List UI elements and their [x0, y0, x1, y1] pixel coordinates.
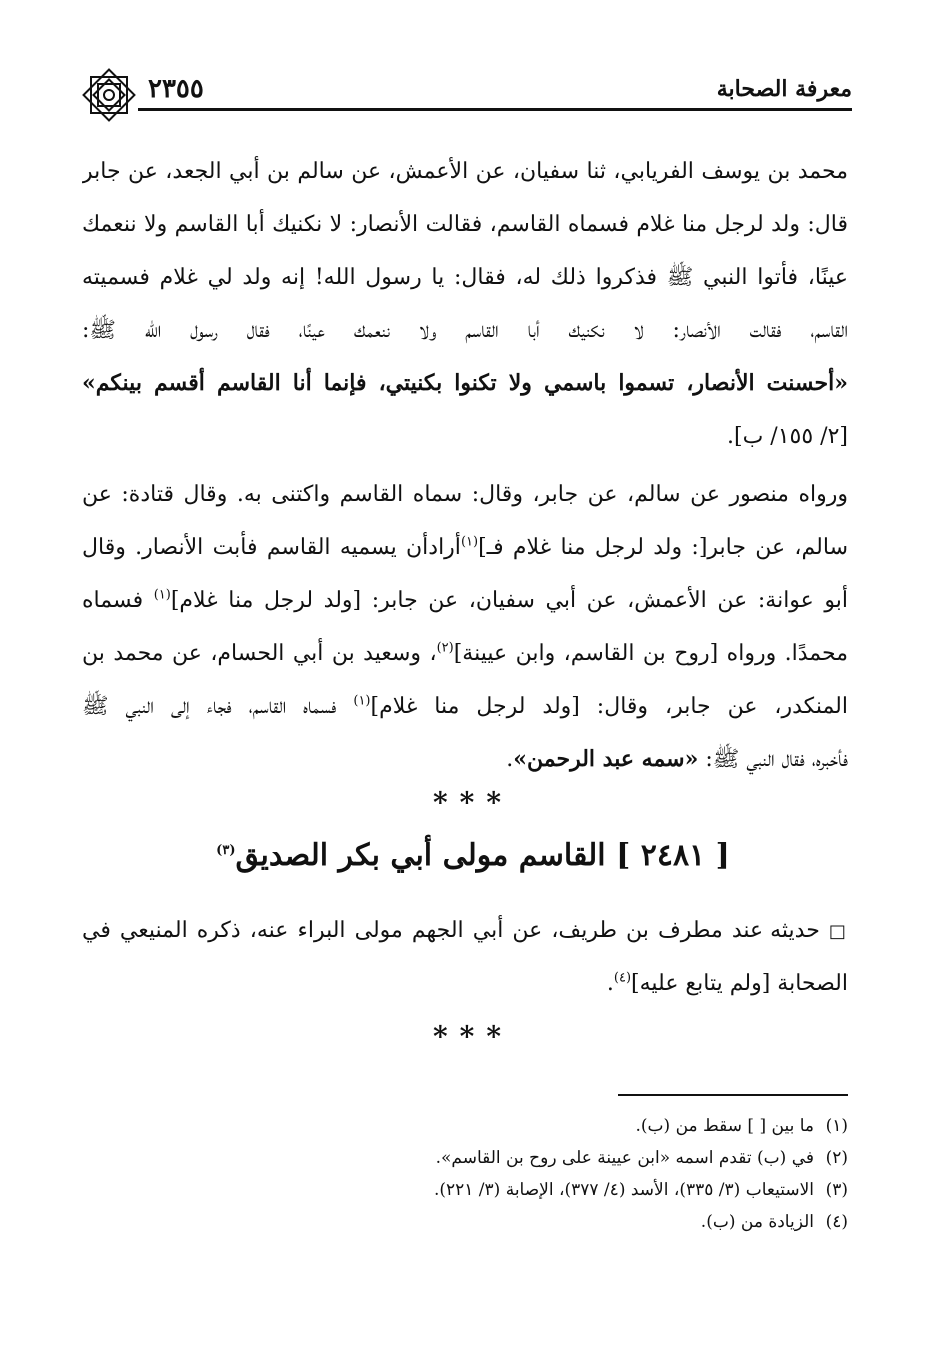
text-segment: .: [506, 747, 514, 772]
footnotes: [82, 1110, 848, 1238]
text-line: عينًا، فأتوا النبي ﷺ فذكروا ذلك له، فقال: يا رسول الله! إنه ولد لي غلام فسميته: [82, 265, 848, 290]
manuscript-ref: [٢/ ١٥٥/ ب].: [727, 424, 848, 449]
text-line: [82, 904, 848, 957]
text-segment: ، وسعيد بن أبي الحسام، عن محمد بن: [82, 641, 437, 666]
octagram-ornament-icon: [78, 64, 140, 126]
text-segment: الصحابة [ولم يتابع عليه]: [631, 971, 848, 996]
footnote: [82, 1174, 848, 1206]
text-segment: .: [606, 971, 614, 996]
square-marker-icon: □: [828, 921, 848, 942]
footnote-number: (٤): [825, 1212, 848, 1232]
text-segment: فسماه القاسم، فجاء إلى النبي ﷺ: [82, 694, 354, 719]
entry-title: القاسم مولى أبي بكر الصديق: [235, 838, 606, 873]
section-separator: ***: [433, 1020, 513, 1053]
entry-heading: [0, 838, 946, 873]
text-line: محمد بن يوسف الفريابي، ثنا سفيان، عن الأعمش، عن سالم بن أبي الجعد، عن جابر: [82, 159, 848, 184]
text-line: القاسم، فقالت الأنصار: لا نكنيك أبا القاسم ولا ننعمك عينًا، فقال رسول الله ﷺ:: [82, 318, 848, 343]
text-line: [82, 627, 848, 680]
text-line: [82, 733, 848, 786]
footnote: [82, 1110, 848, 1142]
footnote-text: الزيادة من (ب).: [700, 1212, 814, 1232]
entry-number: [ ٢٤٨١ ]: [616, 838, 730, 873]
text-segment: المنكدر، عن جابر، وقال: [ولد لرجل منا غلام]: [370, 694, 848, 719]
footnote-text: ما بين [ ] سقط من (ب).: [635, 1116, 814, 1136]
footnote-rule: [618, 1094, 848, 1096]
footnote-ref: (١): [460, 534, 479, 550]
text-line: [82, 521, 848, 574]
text-line: [82, 957, 848, 1010]
paragraph-narrations: [82, 468, 848, 786]
paragraph-entry: [82, 904, 848, 1010]
footnote-number: (٢): [825, 1148, 848, 1168]
text-line: ورواه منصور عن سالم، عن جابر، وقال: سماه القاسم واكتنى به. وقال قتادة: عن: [82, 482, 848, 507]
paragraph-hadith: [82, 145, 848, 463]
text-segment: أرادأن يسميه القاسم فأبت الأنصار. وقال: [82, 535, 461, 560]
prophetic-quote: «أحسنت الأنصار، تسموا باسمي ولا تكنوا بكنيتي، فإنما أنا القاسم أقسم بينكم»: [82, 370, 848, 396]
footnote-text: الاستيعاب (٣/ ٣٣٥)، الأسد (٤/ ٣٧٧)، الإصابة (٣/ ٢٢١).: [433, 1180, 814, 1200]
footnote-ref: (٣): [216, 843, 236, 858]
footnote-ref: (٢): [436, 640, 454, 656]
footnote-number: (١): [825, 1116, 848, 1136]
text-segment: فسماه: [82, 588, 144, 613]
prophetic-quote: «سمه عبد الرحمن»: [513, 746, 699, 772]
footnote-ref: (٤): [613, 970, 632, 986]
text-segment: حديثه عند مطرف بن طريف، عن أبي الجهم مولى البراء عنه، ذكره المنيعي في: [82, 918, 820, 943]
text-line: قال: ولد لرجل منا غلام فسماه القاسم، فقالت الأنصار: لا نكنيك أبا القاسم ولا ننعمك: [82, 212, 848, 237]
page-header: [78, 64, 852, 134]
text-line: [82, 574, 848, 627]
footnote: [82, 1206, 848, 1238]
header-rule: [138, 108, 852, 111]
footnote-text: في (ب) تقدم اسمه «ابن عيينة على روح بن القاسم».: [435, 1148, 814, 1168]
text-segment: سالم، عن جابر[: ولد لرجل منا غلام فـ]: [478, 535, 848, 560]
footnote-number: (٣): [825, 1180, 848, 1200]
text-segment: أبو عوانة: عن الأعمش، عن أبي سفيان، عن جابر: [ولد لرجل منا غلام]: [170, 588, 848, 613]
footnote-ref: (١): [153, 587, 171, 603]
footnote-ref: (١): [353, 693, 371, 709]
text-line: [82, 680, 848, 733]
page-number: ٢٣٥٥: [148, 74, 204, 104]
footnote: [82, 1142, 848, 1174]
text-segment: محمدًا. ورواه [روح بن القاسم، وابن عيينة]: [453, 641, 848, 666]
section-separator: ***: [433, 786, 513, 819]
text-segment: فأخبره، فقال النبي ﷺ:: [698, 747, 848, 772]
book-title: معرفة الصحابة: [716, 76, 852, 102]
